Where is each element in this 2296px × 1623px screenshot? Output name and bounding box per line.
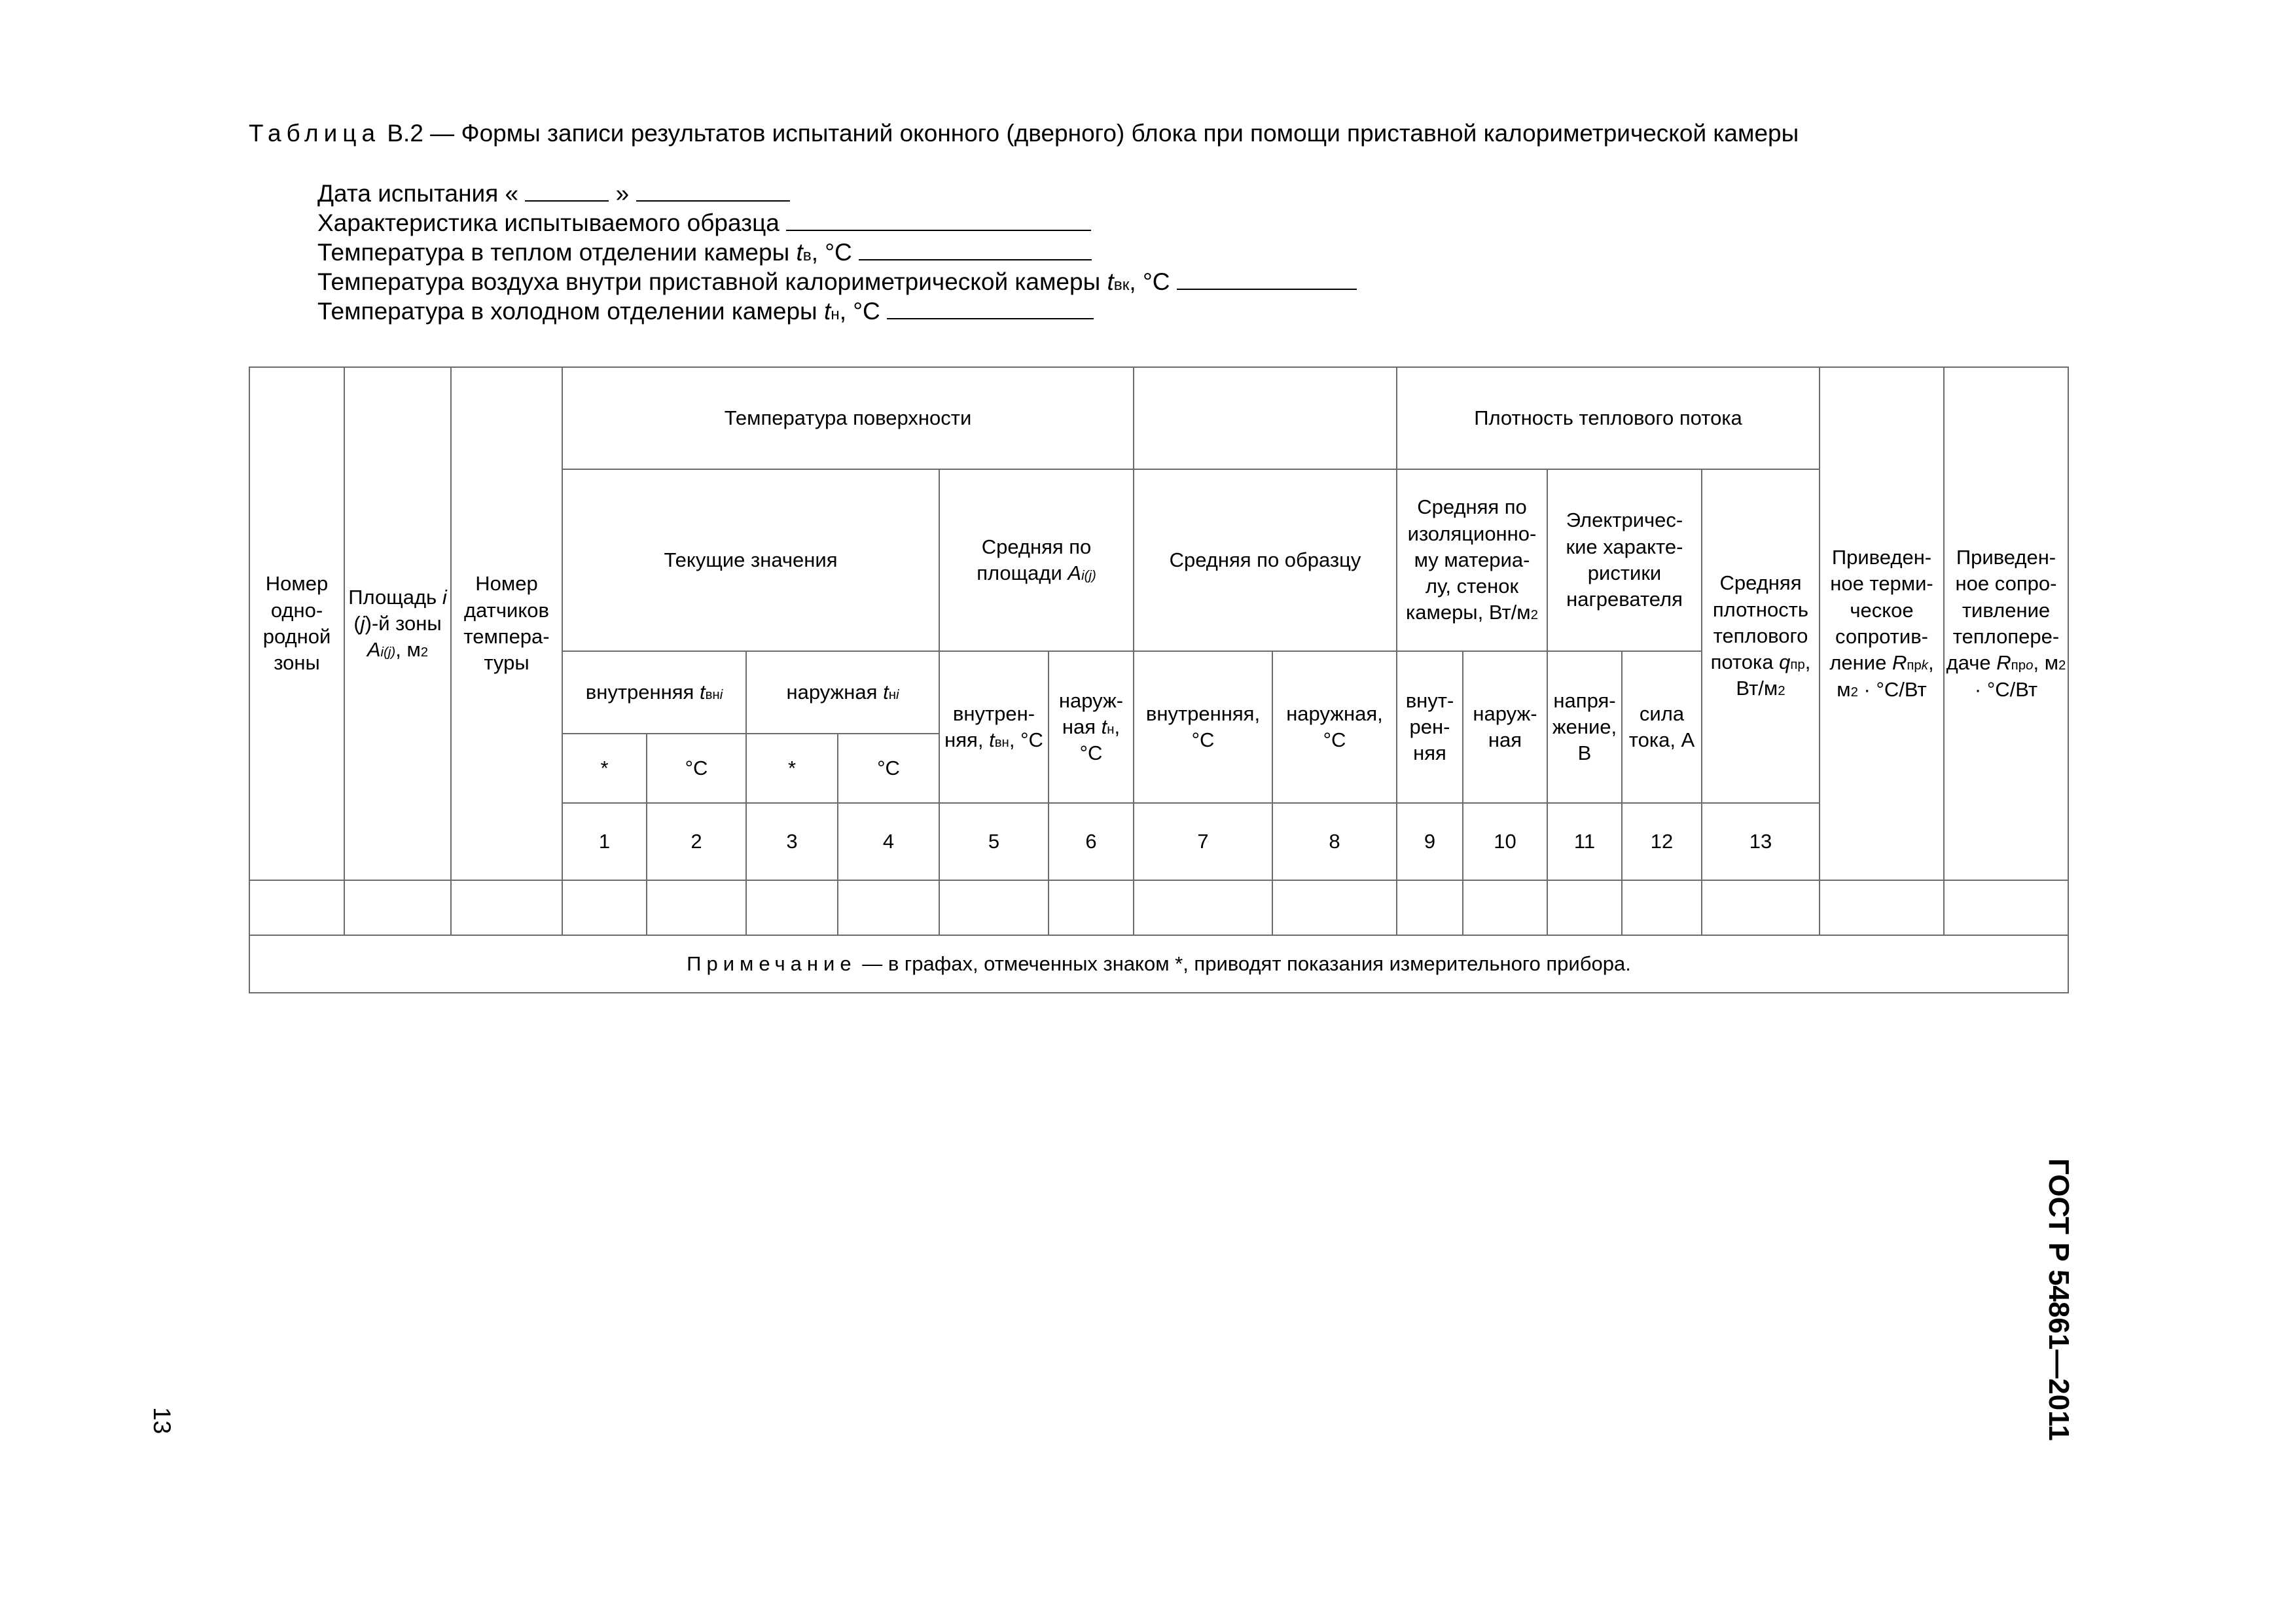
header-flux-inner: внут- рен- няя [1397,651,1463,803]
table-title-text: В.2 — Формы записи результатов испытаний оконного (дверного) блока при помощи приставной калориметрической камеры [380,120,1799,147]
header-inner-avg-area: внутрен- няя, $t_{вн}$, °С [939,651,1049,803]
date-day-blank [525,181,609,202]
header-thermal-resistance: Приведен- ное терми- ческое сопротив- ление $R^{пр}_k$, $м^2 \cdot ^\circ С/Вт$ [1820,367,1944,880]
column-number: 9 [1397,803,1463,880]
column-number: 11 [1547,803,1622,880]
chamber-air-temp-line: Температура воздуха внутри приставной калориметрической камеры $t_{вк}$, °С [317,268,1357,296]
column-number: 3 [746,803,838,880]
header-current-values: Текущие значения [562,469,939,651]
header-average-by-sample: Средняя по образцу [1134,469,1397,651]
note-prefix: Примечание [687,952,857,975]
table-note [249,935,2068,993]
header-inner-avg-sample: внутренняя, °С [1134,651,1272,803]
column-number: 7 [1134,803,1272,880]
header-average-flux: Средняя плотность теплового потока $q^{пр}$, $Вт/м^2$ [1702,469,1820,803]
page-number: 13 [149,1407,175,1435]
header-inner-current-temp: внутренняя $t_{внi}$ [562,651,746,734]
standard-designation: ГОСТ Р 54861—2011 [2043,1158,2075,1441]
cold-temp-blank [887,298,1094,319]
header-surface-temperature: Температура поверхности [562,367,1134,469]
header-average-by-area: Средняя по площади $A_{i(j)}$ [939,469,1134,651]
header-empty-cell [1134,367,1397,469]
results-table [249,366,2069,993]
table-title-prefix: Таблица [249,120,381,147]
column-number: 2 [647,803,746,880]
header-flux-outer: наруж- ная [1463,651,1547,803]
header-heater-characteristics: Электричес- кие характе- ристики нагревателя [1547,469,1702,651]
header-inner-star: * [562,734,647,803]
table-title [249,120,1799,147]
header-inner-deg: °С [647,734,746,803]
header-outer-deg: °С [838,734,939,803]
column-number: 5 [939,803,1049,880]
column-number: 6 [1049,803,1134,880]
header-voltage: напря- жение, В [1547,651,1622,803]
sample-characteristic-line: Характеристика испытываемого образца [317,209,1091,237]
date-month-blank [636,181,790,202]
header-zone-number: Номер одно- родной зоны [249,367,344,880]
column-number: 1 [562,803,647,880]
header-current-amps: сила тока, А [1622,651,1702,803]
header-outer-current-temp: наружная $t_{нi}$ [746,651,939,734]
header-area: Площадь i (j)-й зоны $A_{i(j)}$, $м^2$ [344,367,451,880]
warm-compartment-temp-line: Температура в теплом отделении камеры $t_в$, °С [317,239,1092,266]
sample-blank [786,210,1091,231]
empty-data-row [249,880,2068,935]
warm-temp-blank [859,240,1092,260]
header-sensor-number: Номер датчиков темпера- туры [451,367,562,880]
test-date-line: Дата испытания « » [317,180,790,207]
header-heat-flux-density: Плотность теплового потока [1397,367,1820,469]
header-outer-avg-area: наруж- ная $t_н$, °С [1049,651,1134,803]
header-heat-transfer-resistance: Приведен- ное сопро- тивление теплопере- даче $R^{пр}_o$, $м^2 \cdot ^\circ С/Вт$ [1944,367,2068,880]
header-flux-insulation: Средняя по изоляционно- му материа- лу, стенок камеры, $Вт/м^2$ [1397,469,1547,651]
header-outer-star: * [746,734,838,803]
column-number: 12 [1622,803,1702,880]
column-number: 10 [1463,803,1547,880]
column-number: 8 [1272,803,1397,880]
note-text: — в графах, отмеченных знаком *, приводят показания измерительного прибора. [856,952,1631,975]
air-temp-blank [1177,269,1357,290]
header-outer-avg-sample: наружная, °С [1272,651,1397,803]
column-number: 13 [1702,803,1820,880]
column-number: 4 [838,803,939,880]
cold-compartment-temp-line: Температура в холодном отделении камеры $t_н$, °С [317,298,1094,325]
